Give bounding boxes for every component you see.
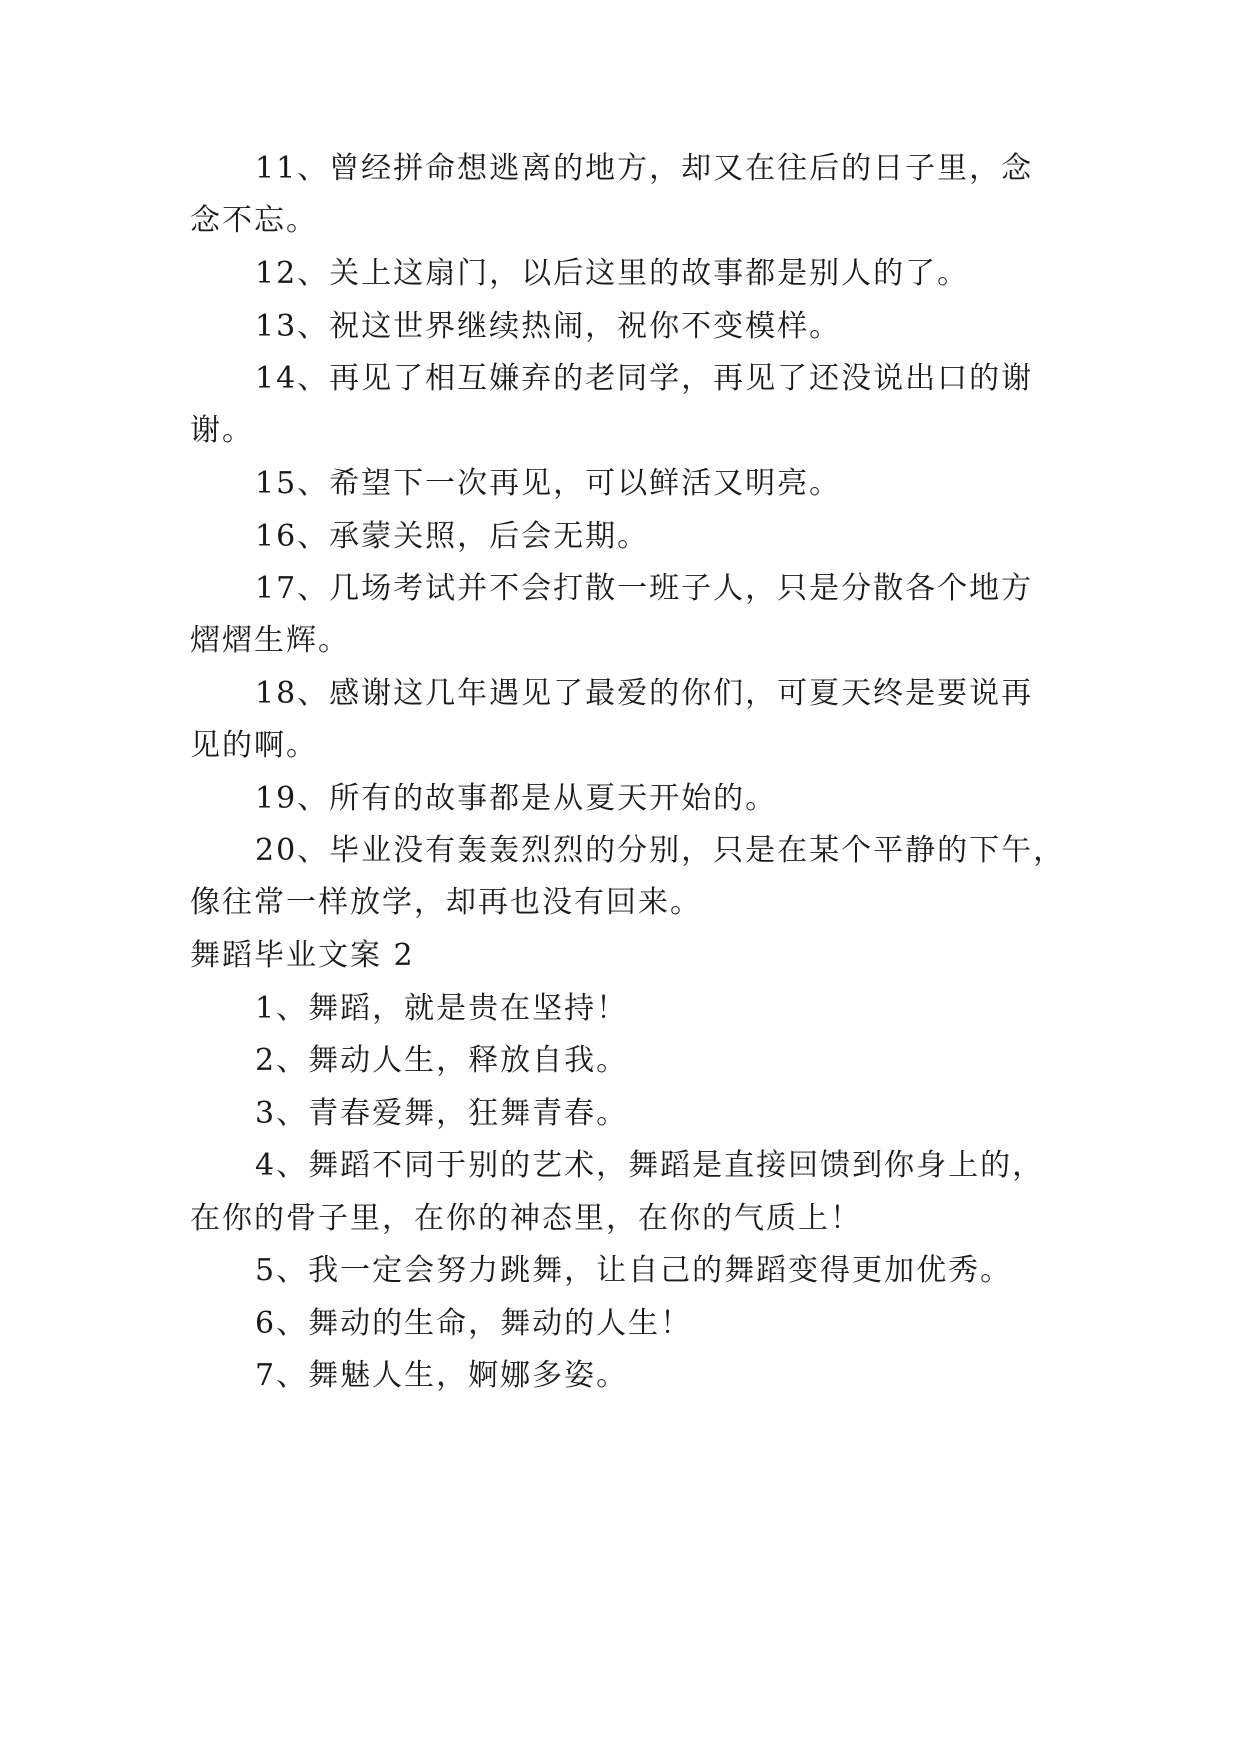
item-18-line-2: 见的啊。 bbox=[190, 728, 318, 763]
item-15: 15、希望下一次再见，可以鲜活又明亮。 bbox=[255, 466, 842, 501]
dance-item-5: 5、我一定会努力跳舞，让自己的舞蹈变得更加优秀。 bbox=[255, 1253, 1013, 1288]
item-20-line-2: 像往常一样放学，却再也没有回来。 bbox=[190, 885, 702, 920]
dance-item-2: 2、舞动人生，释放自我。 bbox=[255, 1043, 629, 1078]
dance-item-7: 7、舞魅人生，婀娜多姿。 bbox=[255, 1358, 629, 1393]
section-heading: 舞蹈毕业文案 2 bbox=[190, 938, 415, 973]
dance-item-1: 1、舞蹈，就是贵在坚持！ bbox=[255, 991, 629, 1026]
dance-item-4-line-1: 4、舞蹈不同于别的艺术，舞蹈是直接回馈到你身上的， bbox=[255, 1148, 1045, 1183]
item-13: 13、祝这世界继续热闹，祝你不变模样。 bbox=[255, 309, 842, 344]
item-14-line-2: 谢。 bbox=[190, 413, 254, 448]
dance-item-6: 6、舞动的生命，舞动的人生！ bbox=[255, 1306, 693, 1341]
item-17-line-2: 熠熠生辉。 bbox=[190, 623, 350, 658]
dance-item-3: 3、青春爱舞，狂舞青春。 bbox=[255, 1096, 629, 1131]
item-17-line-1: 17、几场考试并不会打散一班子人，只是分散各个地方 bbox=[255, 571, 1034, 606]
item-12: 12、关上这扇门，以后这里的故事都是别人的了。 bbox=[255, 256, 970, 291]
item-19: 19、所有的故事都是从夏天开始的。 bbox=[255, 781, 778, 816]
item-16: 16、承蒙关照，后会无期。 bbox=[255, 519, 650, 554]
item-11-line-2: 念不忘。 bbox=[190, 203, 318, 238]
item-20-line-1: 20、毕业没有轰轰烈烈的分别，只是在某个平静的下午， bbox=[255, 833, 1066, 868]
item-14-line-1: 14、再见了相互嫌弃的老同学，再见了还没说出口的谢 bbox=[255, 361, 1034, 396]
item-18-line-1: 18、感谢这几年遇见了最爱的你们，可夏天终是要说再 bbox=[255, 676, 1034, 711]
item-11-line-1: 11、曾经拼命想逃离的地方，却又在往后的日子里，念 bbox=[255, 151, 1034, 186]
dance-item-4-line-2: 在你的骨子里，在你的神态里，在你的气质上！ bbox=[190, 1201, 862, 1236]
